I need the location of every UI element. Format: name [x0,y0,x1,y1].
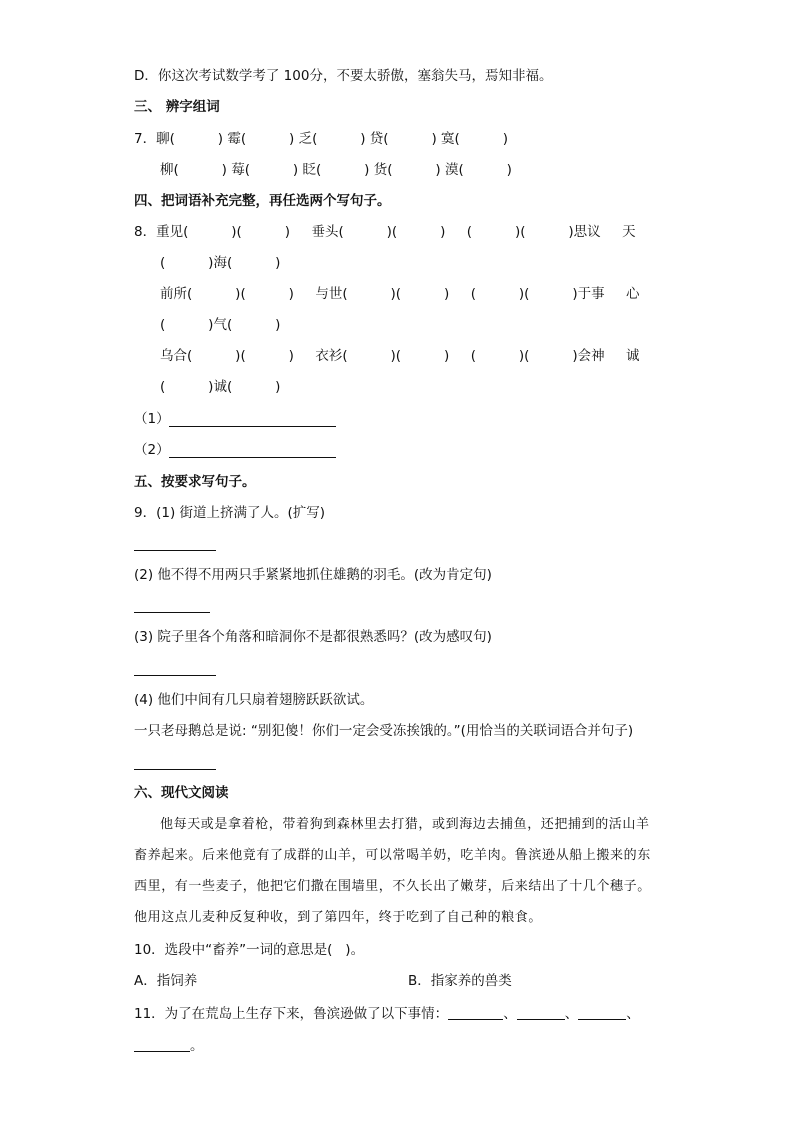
q9-2: (2) 他不得不用两只手紧紧地抓住雄鹅的羽毛。(改为肯定句) [134,567,492,583]
q9-3-answer-line[interactable] [134,675,216,676]
q7-row-1: 7．聊( ) 霉( ) 乏( ) 贷( ) 寞( ) [134,131,508,147]
q9-1: 9．(1) 街道上挤满了人。(扩写) [134,505,326,521]
passage-line-1: 他每天或是拿着枪，带着狗到森林里去打猎，或到海边去捕鱼，还把捕到的活山羊 [160,817,650,832]
q11-text: 11．为了在荒岛上生存下来，鲁滨逊做了以下事情： [134,1006,449,1022]
section-3-heading: 三、 辨字组词 [134,99,220,115]
section-6-heading: 六、现代文阅读 [134,785,229,801]
q11-separator: 、 [564,1006,579,1022]
q8-row-2b: ( )气( ) [160,317,281,333]
option-d: D．你这次考试数学考了 100分，不要太骄傲，塞翁失马，焉知非福。 [134,68,553,84]
q10-option-a[interactable]: A．指饲养 [134,973,198,989]
q11-blank-4[interactable] [134,1037,190,1052]
q8-blank-1-label: （1） [134,411,170,427]
q9-4: (4) 他们中间有几只扇着翅膀跃跃欲试。 [134,692,374,708]
passage-line-4: 他用这点儿麦种反复种收，到了第四年，终于吃到了自己种的粮食。 [134,910,543,925]
q8-blank-2-label: （2） [134,442,170,458]
q10: 10．选段中“畜养”一词的意思是( )。 [134,942,365,958]
q11 [134,1004,640,1024]
q9-2-answer-line[interactable] [134,612,210,613]
q8-row-3b: ( )诚( ) [160,379,281,395]
q8-row-3a: 乌合( )( ) 衣衫( )( ) ( )( )会神 诚 [160,348,640,364]
q11-blank-1[interactable] [448,1005,503,1020]
q8-row-2a: 前所( )( ) 与世( )( ) ( )( )于事 心 [160,286,640,302]
q8-row-1a: 8．重见( )( ) 垂头( )( ) ( )( )思议 天 [134,224,636,240]
q8-answer-line-1[interactable] [169,426,336,427]
q11-blank-2[interactable] [517,1005,565,1020]
q11-blank-3[interactable] [578,1005,626,1020]
passage-line-2: 畜养起来。后来他竟有了成群的山羊，可以常喝羊奶，吃羊肉。鲁滨逊从船上搬来的东 [134,848,651,863]
q8-row-1b: ( )海( ) [160,255,281,271]
q9-4-instruction: 一只老母鹅总是说: “别犯傻！你们一定会受冻挨饿的。”(用恰当的关联词语合并句子) [134,723,634,739]
section-5-heading: 五、按要求写句子。 [134,474,256,490]
q8-answer-line-2[interactable] [169,457,336,458]
q9-3: (3) 院子里各个角落和暗洞你不是都很熟悉吗？(改为感叹句) [134,629,492,645]
section-4-heading: 四、把词语补充完整，再任选两个写句子。 [134,193,391,209]
q10-option-b[interactable]: B．指家养的兽类 [408,973,512,989]
q9-4-answer-line[interactable] [134,769,216,770]
q11-separator: 、 [626,1006,640,1022]
q11-line-2 [134,1036,204,1056]
passage-line-3: 西里，有一些麦子，他把它们撒在围墙里，不久长出了嫩芽，后来结出了十几个穗子。 [134,879,651,894]
q9-1-answer-line[interactable] [134,550,216,551]
q11-end: 。 [190,1038,204,1054]
q7-row-2: 柳( ) 莓( ) 眨( ) 货( ) 漠( ) [160,162,512,178]
q11-separator: 、 [503,1006,517,1022]
